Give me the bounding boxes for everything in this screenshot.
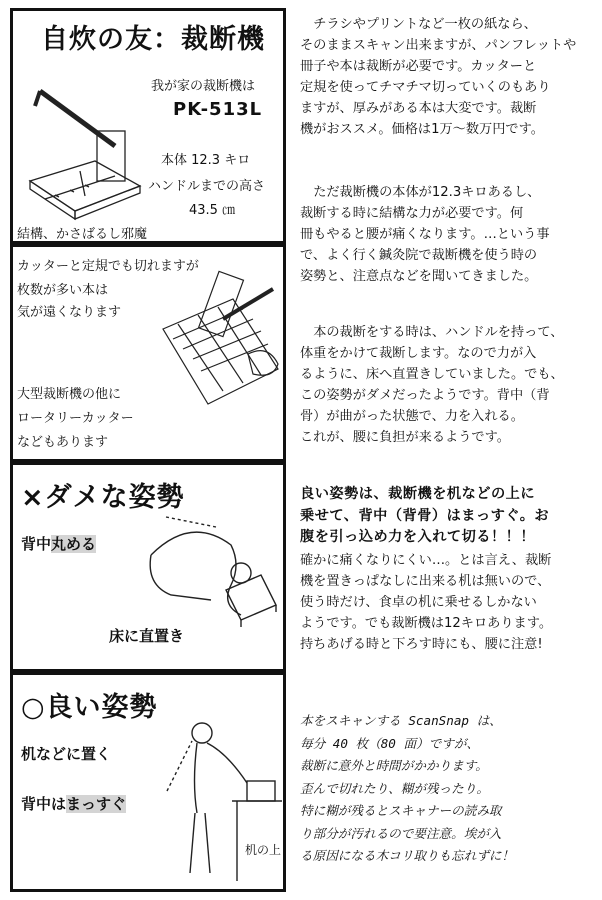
label-back-straight-pre: 背中は	[21, 795, 67, 813]
article-p2-line: 裁断する時に結構な力が必要です。何	[300, 206, 524, 221]
handwritten-line: 裁断に意外と時間がかかります。	[300, 758, 488, 773]
article-p4-line: 持ちあげる時と下ろす時にも、腰に注意!	[300, 637, 543, 652]
article-paragraph-3	[300, 322, 592, 448]
panel1-height-label: ハンドルまでの高さ	[148, 179, 266, 194]
panel-good-posture	[10, 672, 286, 892]
article-p4-line: 機を置きっぱなしに出来る机は無いので、	[300, 574, 551, 589]
article-paragraph-4	[300, 550, 592, 655]
panel2-line6: などもあります	[17, 435, 109, 450]
panel1-weight: 本体 12.3 キロ	[161, 153, 251, 168]
article-p2-line: 姿勢と、注意点などを聞いてきました。	[300, 269, 538, 284]
panel4-title: ○良い姿勢	[21, 692, 158, 723]
panel2-line4: 大型裁断機の他に	[17, 387, 122, 402]
cutting-mat-illustration	[153, 259, 283, 429]
article-p4-line: ようです。でも裁断機は12キロあります。	[300, 616, 553, 631]
panel2-line1: カッターと定規でも切れますが	[17, 259, 199, 274]
article-bold-line: 腹を引っ込め力を入れて切る！！！	[300, 529, 536, 545]
label-place-on-desk: 机などに置く	[21, 745, 112, 763]
article-p1-line: そのままスキャン出来ますが、パンフレットや	[300, 38, 577, 53]
panel3-title: ×ダメな姿勢	[21, 482, 185, 513]
article-p3-line: この姿勢がダメだったようです。背中（背	[300, 388, 550, 403]
article-p3-line: 骨）が曲がった状態で、力を入れる。	[300, 409, 524, 424]
label-back-straight-hl: まっすぐ	[66, 795, 127, 813]
handwritten-line: 毎分 40 枚（80 面）ですが、	[300, 735, 480, 751]
article-p2-line: ただ裁断機の本体が12.3キロあるし、	[313, 185, 541, 200]
article-p1-line: チラシやプリントなど一枚の紙なら、	[313, 17, 537, 32]
handwritten-line: 歪んで切れたり、糊が残ったり。	[300, 780, 489, 796]
paper-cutter-illustration	[15, 71, 145, 221]
good-posture-illustration	[147, 711, 286, 891]
panel1-model: PK-513L	[173, 99, 263, 120]
article-p2-line: 冊もやると腰が痛くなります。…という事	[300, 227, 550, 242]
article-bold-line: 乗せて、背中（背骨）はまっすぐ。お	[300, 507, 550, 524]
label-back-rounded-pre: 背中	[21, 535, 52, 553]
article-p1-line: ますが、厚みがある本は大変です。裁断	[300, 101, 537, 116]
handwritten-line: 特に糊が残るとスキャナーの読み取	[300, 803, 502, 818]
panel2-line3: 気が遠くなります	[17, 305, 122, 320]
handwritten-line: る原因になる木コリ取りも忘れずに！	[300, 848, 515, 863]
handwritten-line: 本をスキャンする ScanSnap は、	[300, 713, 502, 728]
panel1-title: 自炊の友：裁断機	[41, 24, 265, 55]
article-p4-line: 使う時だけ、食卓の机に乗せるしかない	[300, 595, 537, 610]
article-paragraph-2	[300, 182, 592, 287]
label-back-rounded	[21, 533, 96, 554]
bad-posture-illustration	[131, 495, 281, 635]
article-p3-line: るように、床へ直置きしていました。でも、	[300, 367, 564, 382]
panel2-line5: ロータリーカッター	[17, 411, 134, 426]
panel-cutter-intro	[10, 8, 286, 244]
label-back-rounded-hl: 丸める	[51, 535, 97, 553]
panel-bad-posture	[10, 462, 286, 672]
article-bold-line: 良い姿勢は、裁断機を机などの上に	[300, 486, 536, 502]
handwritten-line: り部分が汚れるので要注意。埃が入	[300, 825, 502, 841]
panel-cutter-alternatives	[10, 244, 286, 462]
panel1-mine: 我が家の裁断機は	[151, 79, 256, 94]
article-paragraph-1	[300, 14, 592, 140]
panel1-height-value: 43.5 ㎝	[189, 203, 236, 218]
article-bold-advice	[300, 484, 592, 549]
article-p3-line: 体重をかけて裁断します。なので力が入	[300, 346, 537, 361]
article-handwritten-note	[300, 710, 592, 868]
article-p3-line: 本の裁断をする時は、ハンドルを持って、	[313, 325, 564, 340]
article-p1-line: 冊子や本は裁断が必要です。カッターと	[300, 59, 537, 74]
panel2-line2: 枚数が多い本は	[17, 283, 109, 298]
label-back-straight	[21, 793, 126, 814]
article-p4-line: 確かに痛くなりにくい…。とは言え、裁断	[300, 553, 552, 568]
article-p1-line: 機がおススメ。価格は1万～数万円です。	[300, 122, 544, 137]
article-p2-line: で、よく行く鍼灸院で裁断機を使う時の	[300, 248, 538, 263]
label-floor-placement: 床に直置き	[109, 627, 185, 645]
article-p1-line: 定規を使ってチマチマ切っていくのもあり	[300, 80, 551, 95]
article-p3-line: これが、腰に負担が来るようです。	[300, 430, 510, 445]
panel1-caption: 結構、かさばるし邪魔	[17, 227, 148, 242]
desk-top-label: 机の上	[245, 843, 282, 857]
